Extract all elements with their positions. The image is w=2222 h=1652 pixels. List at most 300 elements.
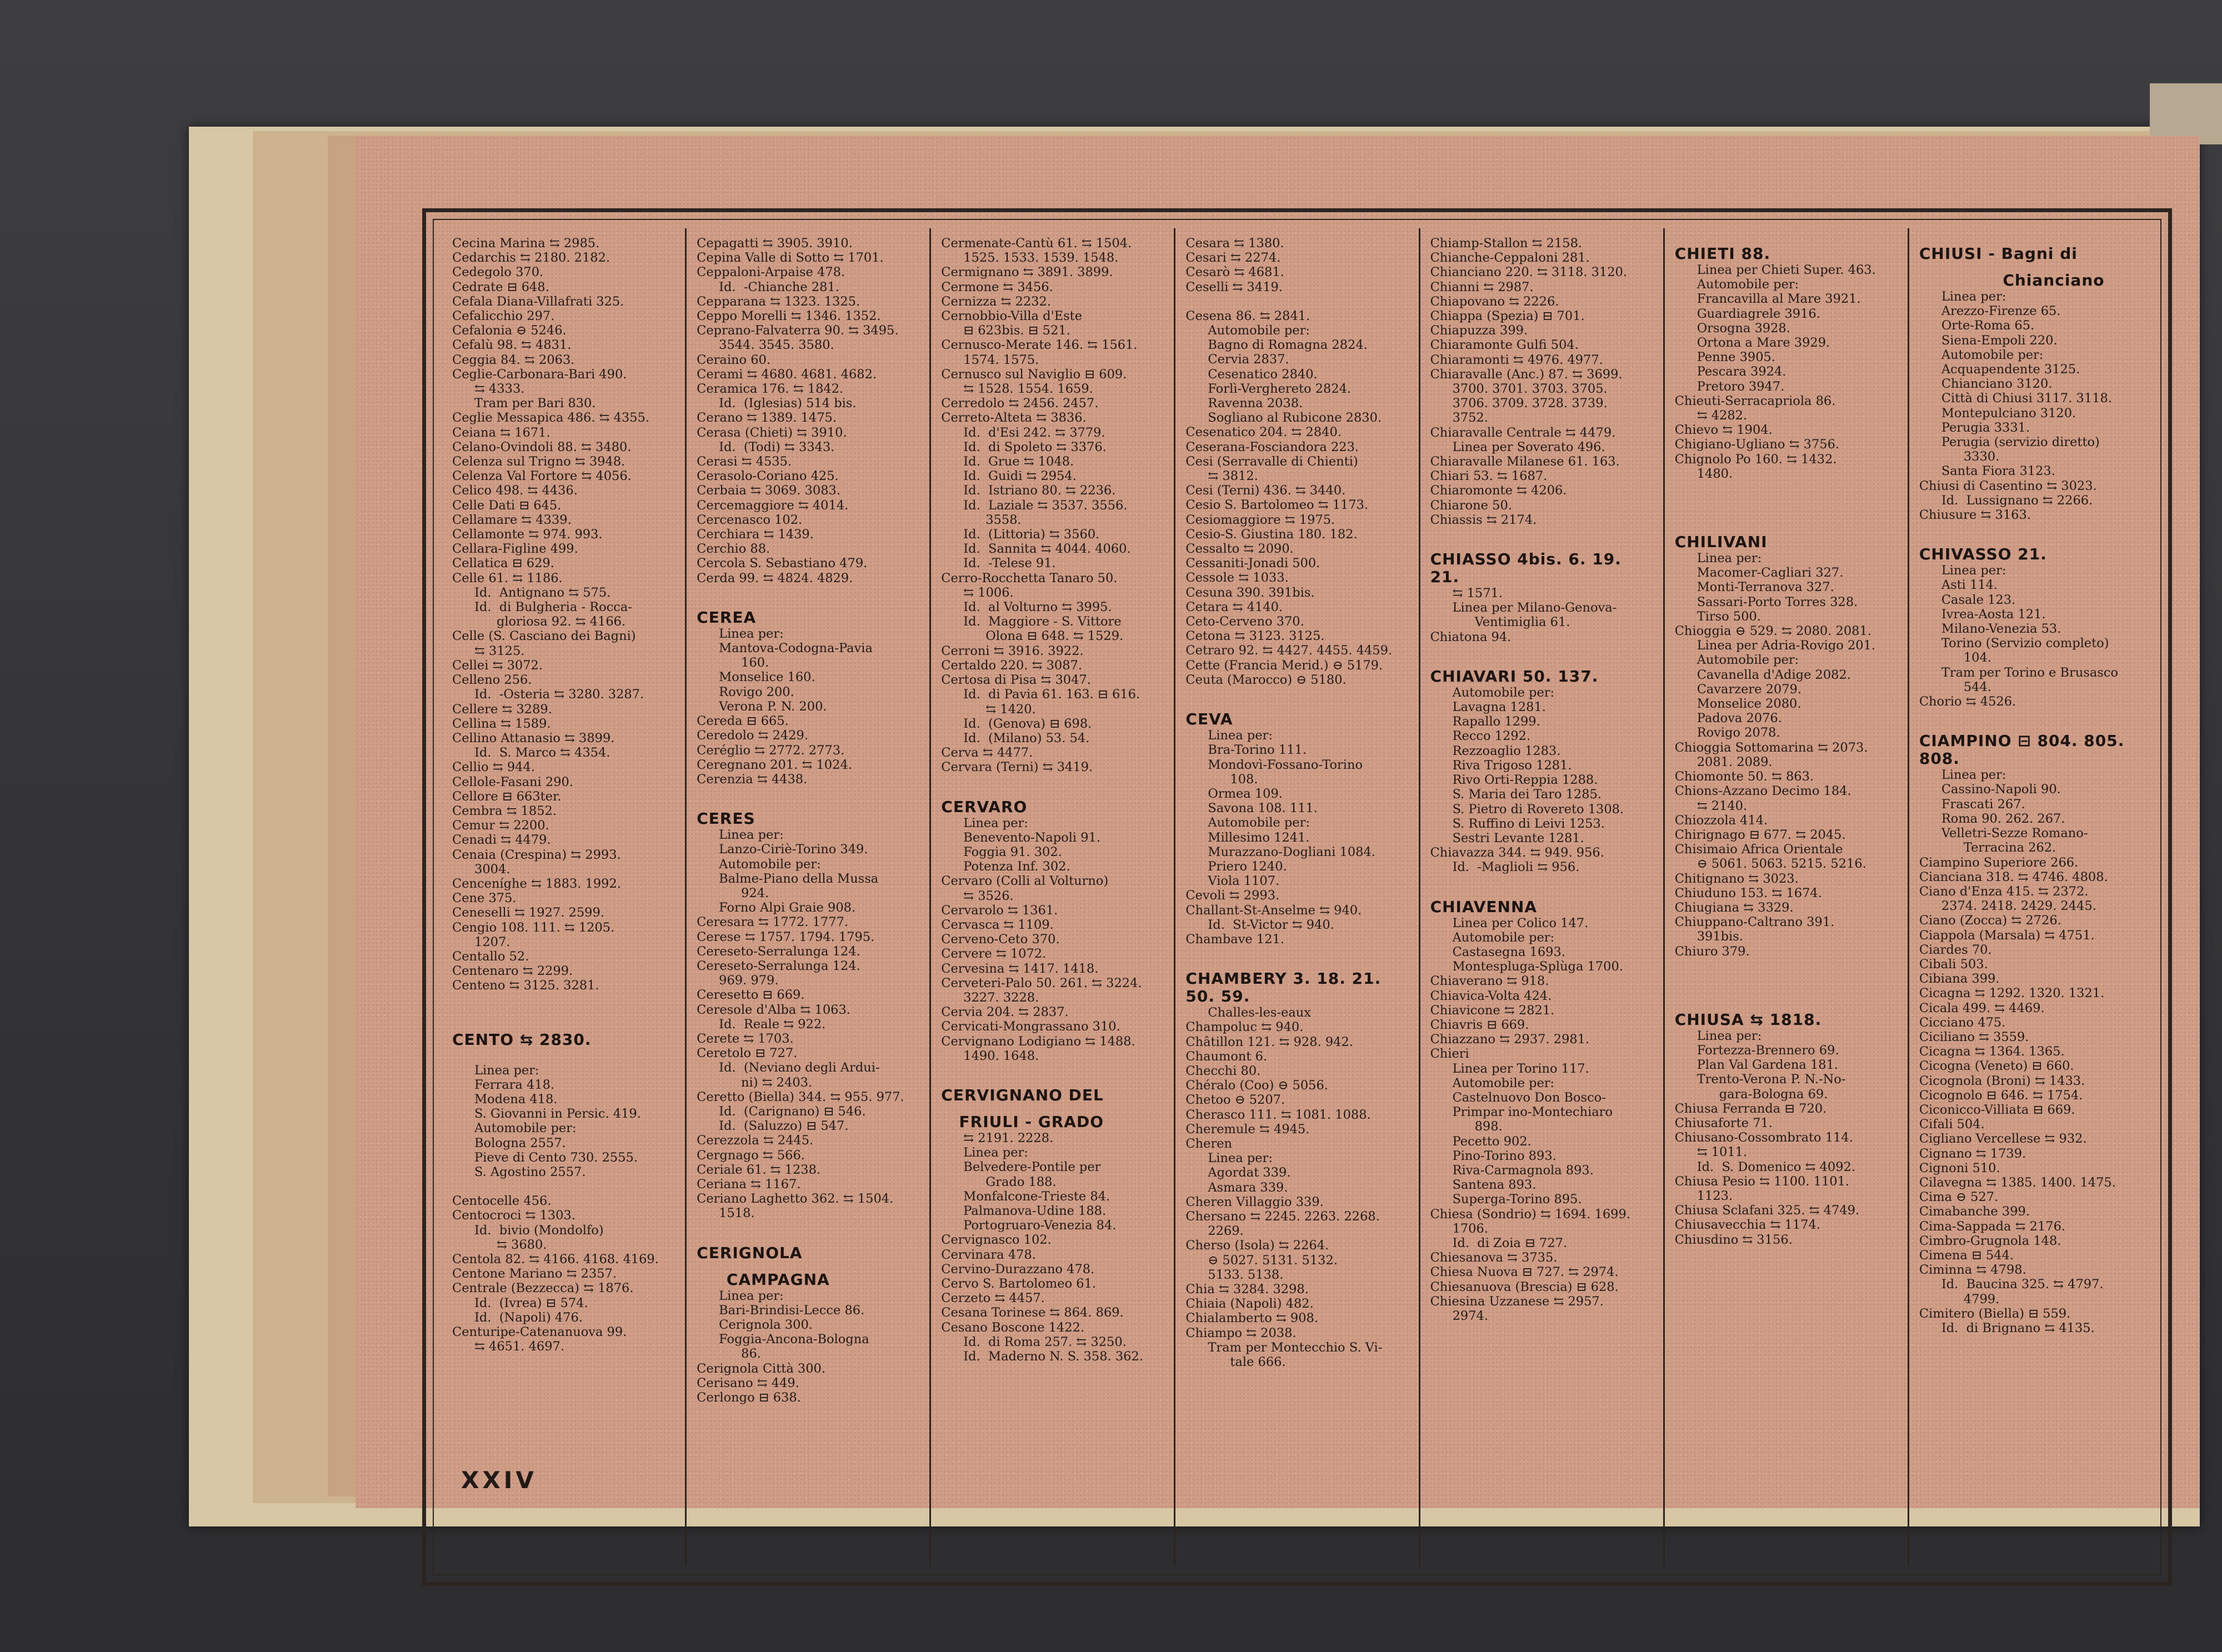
index-entry: Rovigo 2078. [1696,725,1780,740]
index-entry: Centocelle 456. [452,1194,552,1209]
index-entry: Chignolo Po 160. ⇆ 1432. [1674,452,1837,467]
index-entry: Chiaravalle (Anc.) 87. ⇆ 3699. [1430,367,1623,382]
station-heading: CHIETI 88. [1674,244,1771,263]
index-entry: Cenaia (Crespina) ⇆ 2993. [452,847,621,862]
index-entry: Bagno di Romagna 2824. [1208,338,1368,353]
index-column-4 [1175,228,1420,1566]
index-entry: Automobile per: [1696,653,1799,668]
index-entry: Chievo ⇆ 1904. [1674,423,1773,438]
index-entry: Cesuna 390. 391bis. [1185,585,1315,600]
index-entry: Cianciana 318. ⇆ 4746. 4808. [1919,869,2108,884]
index-entry: Chiusaforte 71. [1674,1115,1773,1130]
index-entry: Automobile per: [1941,347,2044,362]
index-entry: Chiavica-Volta 424. [1430,988,1552,1003]
index-entry: Cifali 504. [1919,1117,1985,1132]
index-entry: Chiavazza 344. ⇆ 949. 956. [1430,845,1604,860]
index-entry: Ceregnano 201. ⇆ 1024. [697,757,852,772]
index-entry: Cefala Diana-Villafrati 325. [452,294,624,309]
index-entry: Chisimaio Africa Orientale [1674,842,1843,857]
index-entry: Chioggia Sottomarina ⇆ 2073. [1674,740,1868,755]
index-entry: Cesano Boscone 1422. [941,1320,1085,1335]
index-entry: Linea per: [1208,728,1273,743]
index-entry: Palmanova-Udine 188. [963,1203,1107,1218]
index-entry: Ceriana ⇆ 1167. [697,1177,801,1192]
index-entry: Arezzo-Firenze 65. [1941,304,2061,319]
index-entry: ⇆ 4651. 4697. [474,1339,564,1354]
index-entry: Chersano ⇆ 2245. 2263. 2268. [1185,1209,1380,1224]
index-entry: Chiassis ⇆ 2174. [1430,512,1537,527]
index-entry: Cefalonia ⊖ 5246. [452,323,567,338]
index-entry: Cerezzola ⇆ 2445. [697,1133,814,1148]
index-entry: Ciano d'Enza 415. ⇆ 2372. [1919,884,2089,899]
index-entry: Cercemaggiore ⇆ 4014. [697,498,849,513]
spacer [1185,687,1410,702]
index-entry: Id. Sannita ⇆ 4044. 4060. [963,542,1131,557]
index-entry: Priero 1240. [1208,859,1287,874]
index-entry: Cesana Torinese ⇆ 864. 869. [941,1305,1124,1320]
index-entry: 3227. 3228. [963,990,1039,1005]
index-entry: Cevoli ⇆ 2993. [1185,888,1280,903]
index-entry: Chiappa (Spezia) ⊟ 701. [1430,309,1585,324]
index-entry: Foggia 91. 302. [963,844,1062,859]
book-edge [2150,83,2222,144]
index-entry: Id. (Saluzzo) ⊟ 547. [719,1119,849,1134]
index-entry: Chiusano-Cossombrato 114. [1674,1130,1853,1145]
index-entry: Chiesanova ⇆ 3735. [1430,1250,1558,1265]
spacer [1919,522,2144,537]
index-entry: Chiampo ⇆ 2038. [1185,1325,1297,1340]
index-entry: Certaldo 220. ⇆ 3087. [941,658,1082,673]
index-entry: Chiusa Ferranda ⊟ 720. [1674,1101,1827,1116]
index-entry: Cellamare ⇆ 4339. [452,512,572,527]
station-heading: CHIUSA ⇆ 1818. [1674,1010,1822,1029]
index-entry: Linea per: [1696,551,1762,566]
index-entry: Centrale (Bezzecca) ⇆ 1876. [452,1281,634,1296]
index-entry: Macomer-Cagliari 327. [1696,565,1844,580]
spacer [941,1063,1166,1078]
index-entry: S. Ruffino di Leivi 1253. [1452,816,1605,831]
spacer [1185,294,1410,309]
index-entry: Chiusa Sclafani 325. ⇆ 4749. [1674,1203,1860,1218]
index-entry: Cerlongo ⊟ 638. [697,1390,801,1405]
index-entry: Id. S. Domenico ⇆ 4092. [1696,1159,1856,1174]
index-entry: ⇆ 1006. [963,585,1014,600]
spacer [697,787,922,801]
index-entry: Id. Istriano 80. ⇆ 2236. [963,483,1116,498]
station-heading: CHIASSO 4bis. 6. 19. 21. [1430,550,1628,587]
index-entry: Id. di Spoleto ⇆ 3376. [963,439,1107,454]
index-entry: Ceppo Morelli ⇆ 1346. 1352. [697,309,881,324]
index-entry: Ceprano-Falvaterra 90. ⇆ 3495. [697,323,899,338]
index-entry: Chéralo (Coo) ⊖ 5056. [1185,1078,1328,1093]
index-entry: Cerasolo-Coriano 425. [697,469,839,484]
index-entry: Montepulciano 3120. [1941,406,2076,420]
index-entry: 2374. 2418. 2429. 2445. [1941,899,2096,914]
index-entry: Id. d'Esi 242. ⇆ 3779. [963,425,1105,440]
index-entry: Id. (Littoria) ⇆ 3560. [963,527,1100,542]
index-entry: Cerveteri-Palo 50. 261. ⇆ 3224. [941,975,1142,990]
index-entry: Cellatica ⊟ 629. [452,556,554,571]
index-entry: Ceglie Messapica 486. ⇆ 4355. [452,411,650,425]
index-entry: Terracina 262. [1963,840,2056,855]
index-entry: Monti-Terranova 327. [1696,580,1834,595]
index-entry: Foggia-Ancona-Bologna [719,1332,869,1347]
index-entry: Cereseto-Serralunga 124. [697,958,860,973]
index-entry: Castasegna 1693. [1452,944,1565,959]
index-entry: Cetona ⇆ 3123. 3125. [1185,629,1325,644]
index-entry: Monselice 160. [719,670,815,685]
index-entry: 3706. 3709. 3728. 3739. [1452,396,1608,411]
index-entry: Balme-Piano della Mussa [719,871,879,886]
index-entry: 2269. [1208,1224,1244,1239]
index-entry: tale 666. [1230,1355,1286,1370]
index-entry: Modena 418. [474,1092,558,1107]
index-entry: Portogruaro-Venezia 84. [963,1218,1117,1233]
index-entry: Id. -Telese 91. [963,556,1056,571]
index-entry: Frascati 267. [1941,797,2025,812]
index-entry: Tirso 500. [1696,609,1761,624]
index-entry: Id. Antignano ⇆ 575. [474,585,611,600]
spacer [1430,527,1655,542]
index-entry: Chiuppano-Caltrano 391. [1674,915,1835,930]
spacer [452,1049,677,1063]
index-entry: Pino-Torino 893. [1452,1148,1557,1163]
index-entry: Ceresetto ⊟ 669. [697,988,805,1003]
index-entry: 1706. [1452,1221,1488,1236]
index-entry: S. Pietro di Rovereto 1308. [1452,802,1624,817]
index-entry: Mondovì-Fossano-Torino [1208,757,1363,772]
index-entry: Chiaromonte ⇆ 4206. [1430,483,1567,498]
index-entry: Cefalicchio 297. [452,309,555,324]
page-frame-inner [433,219,2161,1575]
index-entry: Cermone ⇆ 3456. [941,279,1053,294]
index-entry: Ceglie-Carbonara-Bari 490. [452,367,627,382]
spacer [1675,988,1900,1002]
index-entry: Cellio ⇆ 944. [452,760,535,775]
index-entry: Cellina ⇆ 1589. [452,716,551,731]
index-entry: 5133. 5138. [1208,1267,1284,1282]
index-entry: Monselice 2080. [1696,697,1801,712]
index-entry: Cepparana ⇆ 1323. 1325. [697,294,860,309]
index-entry: Ceramica 176. ⇆ 1842. [697,382,844,397]
index-entry: Celano-Ovindoli 88. ⇆ 3480. [452,439,632,454]
index-entry: S. Agostino 2557. [474,1164,586,1179]
index-entry: Ceretto (Biella) 344. ⇆ 955. 977. [697,1089,904,1104]
index-entry: Chianni ⇆ 2987. [1430,279,1534,294]
spacer [452,1179,677,1194]
index-entry: 1574. 1575. [963,352,1039,367]
spacer [1185,947,1410,961]
index-column-5 [1420,228,1665,1566]
index-entry: Sassari-Porto Torres 328. [1696,594,1858,609]
index-entry: Chiaravalle Centrale ⇆ 4479. [1430,425,1616,440]
index-entry: Cervia 204. ⇆ 2837. [941,1005,1069,1020]
index-entry: Cicogna (Veneto) ⊟ 660. [1919,1059,2074,1074]
index-entry: Cherso (Isola) ⇆ 2264. [1185,1238,1329,1253]
index-entry: Millesimo 1241. [1208,830,1310,845]
index-entry: ⊟ 623bis. ⊟ 521. [963,323,1070,338]
index-entry: Cerveno-Ceto 370. [941,932,1060,947]
index-entry: 3700. 3701. 3703. 3705. [1452,382,1608,397]
index-entry: Chiomonte 50. ⇆ 863. [1674,769,1814,784]
index-entry: Cerignola Città 300. [697,1361,825,1376]
index-entry: Cernusco sul Naviglio ⊟ 609. [941,367,1127,382]
index-entry: Chiavicone ⇆ 2821. [1430,1003,1555,1018]
index-entry: Cigliano Vercellese ⇆ 932. [1919,1132,2087,1147]
index-entry: Chiusa Pesio ⇆ 1100. 1101. [1674,1174,1850,1189]
index-entry: Rezzoaglio 1283. [1452,743,1561,758]
spacer [452,1008,677,1022]
index-entry: Ceggia 84. ⇆ 2063. [452,352,575,367]
index-entry: Benevento-Napoli 91. [963,830,1101,845]
index-entry: Id. (Todi) ⇆ 3343. [719,439,835,454]
index-entry: 924. [741,885,769,900]
index-entry: Linea per Chieti Super. 463. [1696,263,1876,277]
index-entry: Cervere ⇆ 1072. [941,947,1047,962]
index-entry: Sogliano al Rubicone 2830. [1208,411,1382,425]
index-entry: Automobile per: [1208,323,1310,338]
index-entry: Cesari ⇆ 2274. [1185,251,1281,266]
station-heading: CHIUSI - Bagni di [1919,244,2078,263]
index-entry: Cimena ⊟ 544. [1919,1248,2014,1263]
page-number: XXIV [461,1466,537,1494]
index-entry: Riva-Carmagnola 893. [1452,1163,1594,1178]
index-entry: Ceneselli ⇆ 1927. 2599. [452,905,604,920]
index-entry: Forno Alpi Graie 908. [719,900,856,915]
index-entry: Ceredolo ⇆ 2429. [697,728,809,743]
index-entry: ⇆ 3125. [474,643,525,658]
index-entry: 391bis. [1696,929,1743,944]
index-entry: Linea per: [963,1145,1028,1160]
index-entry: ⇆ 4282. [1696,408,1748,423]
index-entry: Francavilla al Mare 3921. [1696,292,1861,307]
index-entry: Pieve di Cento 730. 2555. [474,1150,638,1165]
index-entry: ⇆ 3812. [1208,469,1258,484]
index-entry: Bari-Brindisi-Lecce 86. [719,1303,865,1318]
index-entry: Lavagna 1281. [1452,700,1546,715]
index-column-1 [442,228,687,1566]
index-entry: 104. [1963,650,1991,665]
index-entry: Id. -Maglioli ⇆ 956. [1452,860,1580,875]
index-entry: Chiapuzza 399. [1430,323,1528,338]
index-entry: Id. di Roma 257. ⇆ 3250. [963,1334,1127,1349]
index-entry: Cervicati-Mongrassano 310. [941,1019,1120,1034]
index-entry: Cassino-Napoli 90. [1941,782,2061,797]
index-entry: Chions-Azzano Decimo 184. [1674,784,1851,799]
index-entry: Cicognola (Broni) ⇆ 1433. [1919,1073,2085,1088]
index-entry: 1525. 1533. 1539. 1548. [963,251,1119,266]
station-heading: CIAMPINO ⊟ 804. 805. 808. [1919,732,2131,768]
index-entry: Cerva ⇆ 4477. [941,745,1033,760]
station-heading: FRIULI - GRADO [941,1112,1104,1131]
index-entry: Cerasa (Chieti) ⇆ 3910. [697,425,847,440]
index-entry: Automobile per: [1208,815,1310,830]
index-entry: Verona P. N. 200. [719,699,827,714]
index-entry: Santa Fiora 3123. [1941,464,2055,479]
index-entry: Primpar ino-Montechiaro [1452,1105,1613,1120]
index-entry: Id. (Genova) ⊟ 698. [963,716,1092,731]
index-entry: Ivrea-Aosta 121. [1941,607,2046,622]
index-entry: Cenceníghe ⇆ 1883. 1992. [452,876,621,891]
index-entry: Chiesanuova (Brescia) ⊟ 628. [1430,1279,1619,1294]
index-entry: Cherasco 111. ⇆ 1081. 1088. [1185,1107,1371,1122]
index-entry: Chiaramonti ⇆ 4976. 4977. [1430,352,1603,367]
index-entry: Cerano ⇆ 1389. 1475. [697,411,837,425]
index-entry: Automobile per: [719,857,821,872]
index-entry: Chiugiana ⇆ 3329. [1674,900,1794,915]
index-entry: Id. Laziale ⇆ 3537. 3556. [963,498,1128,513]
spacer [941,775,1166,789]
index-entry: Linea per Torino 117. [1452,1061,1589,1076]
index-entry: Ferrara 418. [474,1077,555,1092]
index-entry: Orte-Roma 65. [1941,318,2035,333]
index-entry: Cernobbio-Villa d'Este [941,309,1083,324]
index-entry: Cicognolo ⊟ 646. ⇆ 1754. [1919,1088,2083,1103]
index-entry: Linea per: [474,1063,539,1078]
spacer [1919,709,2144,723]
index-entry: Casale 123. [1941,592,2016,607]
index-entry: Cernusco-Merate 146. ⇆ 1561. [941,338,1138,353]
index-entry: Cervignasco 102. [941,1233,1052,1248]
index-entry: Chiesa (Sondrio) ⇆ 1694. 1699. [1430,1207,1630,1222]
index-entry: Cervia 2837. [1208,352,1289,367]
index-entry: Cerisano ⇆ 449. [697,1375,799,1390]
index-entry: Cima ⊖ 527. [1919,1190,1999,1205]
index-entry: Ceiana ⇆ 1671. [452,425,551,440]
index-entry: Cicciano 475. [1919,1015,2006,1030]
index-entry: Cellamonte ⇆ 974. 993. [452,527,603,542]
index-entry: ⇆ 4333. [474,382,525,397]
index-entry: Checchi 80. [1185,1063,1261,1078]
index-entry: Cellore ⊟ 663ter. [452,789,562,804]
index-entry: Chorio ⇆ 4526. [1919,694,2016,709]
index-entry: Milano-Venezia 53. [1941,622,2061,637]
index-entry: Siena-Empoli 220. [1941,333,2058,348]
index-entry: Chiaramonte Gulfi 504. [1430,338,1579,353]
index-entry: Cellere ⇆ 3289. [452,702,552,717]
index-entry: Guardiagrele 3916. [1696,306,1820,321]
index-entry: Cereda ⊟ 665. [697,714,789,729]
index-entry: Châtillon 121. ⇆ 928. 942. [1185,1034,1353,1049]
index-entry: Fortezza-Brennero 69. [1696,1043,1839,1058]
index-entry: Velletri-Sezze Romano- [1941,826,2088,841]
spacer [1675,973,1900,988]
index-entry: Plan Val Gardena 181. [1696,1058,1839,1073]
index-entry: Linea per: [719,626,784,641]
index-entry: Automobile per: [1452,930,1555,945]
index-entry: Cecina Marina ⇆ 2985. [452,236,600,251]
index-entry: Chiuro 379. [1674,944,1750,959]
index-entry: 2081. 2089. [1696,754,1773,769]
index-entry: S. Maria dei Taro 1285. [1452,787,1602,802]
station-heading: CAMPAGNA [697,1270,830,1289]
index-entry: Cermignano ⇆ 3891. 3899. [941,265,1113,280]
index-entry: Chetoo ⊖ 5207. [1185,1093,1285,1108]
index-entry: Chiavris ⊟ 669. [1430,1017,1529,1032]
index-entry: Id. Maggiore - S. Vittore [963,614,1122,629]
index-entry: Challes-les-eaux [1208,1005,1311,1020]
spacer [697,1221,922,1235]
index-entry: Ceto-Cerveno 370. [1185,614,1304,629]
index-entry: Chiazzano ⇆ 2937. 2981. [1430,1032,1590,1047]
index-entry: Perugia 3331. [1941,420,2030,435]
index-entry: Celle 61. ⇆ 1186. [452,570,563,585]
index-entry: Cervino-Durazzano 478. [941,1261,1095,1276]
index-entry: Cemur ⇆ 2200. [452,818,549,833]
index-entry: Id. S. Marco ⇆ 4354. [474,745,610,760]
index-entry: Celico 498. ⇆ 4436. [452,483,578,498]
index-entry: 969. 979. [719,973,779,988]
index-entry: Recco 1292. [1452,729,1531,744]
index-entry: Cervasca ⇆ 1109. [941,917,1054,932]
index-entry: Rivo Orti-Reppia 1288. [1452,773,1598,788]
spacer [1675,495,1900,510]
index-entry: Cermenate-Cantù 61. ⇆ 1504. [941,236,1132,251]
index-entry: Chiozzola 414. [1674,813,1768,828]
index-entry: 1518. [719,1206,755,1221]
index-entry: ⇆ 1011. [1696,1145,1748,1160]
index-entry: 544. [1963,679,1991,694]
index-entry: Cesena 86. ⇆ 2841. [1185,308,1310,323]
index-entry: ⇆ 2191. 2228. [963,1130,1054,1145]
index-entry: gloriosa 92. ⇆ 4166. [497,614,626,629]
index-entry: Cheremule ⇆ 4945. [1185,1122,1310,1137]
index-entry: Cimbro-Grugnola 148. [1919,1233,2061,1248]
index-entry: Chiusdino ⇆ 3156. [1674,1232,1793,1247]
index-entry: Cheren [1185,1136,1233,1151]
index-entry: Cerchio 88. [697,542,770,557]
spacer [1675,481,1900,495]
index-entry: Ceretolo ⊟ 727. [697,1046,798,1061]
index-entry: Cesio-S. Giustina 180. 182. [1185,527,1358,542]
index-entry: Cedegolo 370. [452,265,544,280]
index-entry: Chirignago ⊟ 677. ⇆ 2045. [1674,827,1846,842]
index-entry: Cellei ⇆ 3072. [452,658,543,673]
index-entry: Cerasi ⇆ 4535. [697,454,792,469]
index-entry: Chiaia (Napoli) 482. [1185,1296,1314,1311]
index-entry: Ciciliano ⇆ 3559. [1919,1029,2029,1044]
index-entry: Chambave 121. [1185,932,1284,947]
index-entry: Chiaverano ⇆ 918. [1430,974,1549,989]
index-entry: Chiuduno 153. ⇆ 1674. [1674,885,1822,900]
index-entry: 86. [741,1346,761,1361]
index-entry: Cerzeto ⇆ 4457. [941,1291,1045,1306]
index-entry: Cetraro 92. ⇆ 4427. 4455. 4459. [1185,643,1393,658]
station-heading: CEVA [1185,710,1233,729]
index-entry: Chianciano 3120. [1941,377,2053,392]
index-entry: Ormea 109. [1208,786,1283,801]
index-entry: Cesara ⇆ 1380. [1185,236,1284,251]
index-entry: Mantova-Codogna-Pavia [719,641,873,656]
index-entry: Id. (Neviano degli Ardui- [719,1060,880,1075]
index-entry: Asti 114. [1941,578,1998,593]
station-heading: CERVIGNANO DEL [941,1085,1104,1104]
index-entry: Cesenatico 204. ⇆ 2840. [1185,425,1342,440]
index-entry: Ciampino Superiore 266. [1919,855,2079,870]
index-entry: Linea per: [1941,563,2006,578]
index-entry: Centeno ⇆ 3125. 3281. [452,978,599,993]
index-entry: Centallo 52. [452,949,529,964]
index-entry: Chigiano-Ugliano ⇆ 3756. [1674,437,1840,452]
index-entry: Chieri [1430,1047,1469,1062]
index-entry: Chialamberto ⇆ 908. [1185,1311,1319,1326]
index-entry: Linea per: [963,815,1028,830]
index-entry: Cima-Sappada ⇆ 2176. [1919,1219,2066,1234]
index-entry: Centuripe-Catenanuova 99. [452,1325,627,1340]
index-entry: 160. [741,655,769,670]
index-entry: Centenaro ⇆ 2299. [452,964,573,979]
index-entry: Murazzano-Dogliani 1084. [1208,844,1375,859]
